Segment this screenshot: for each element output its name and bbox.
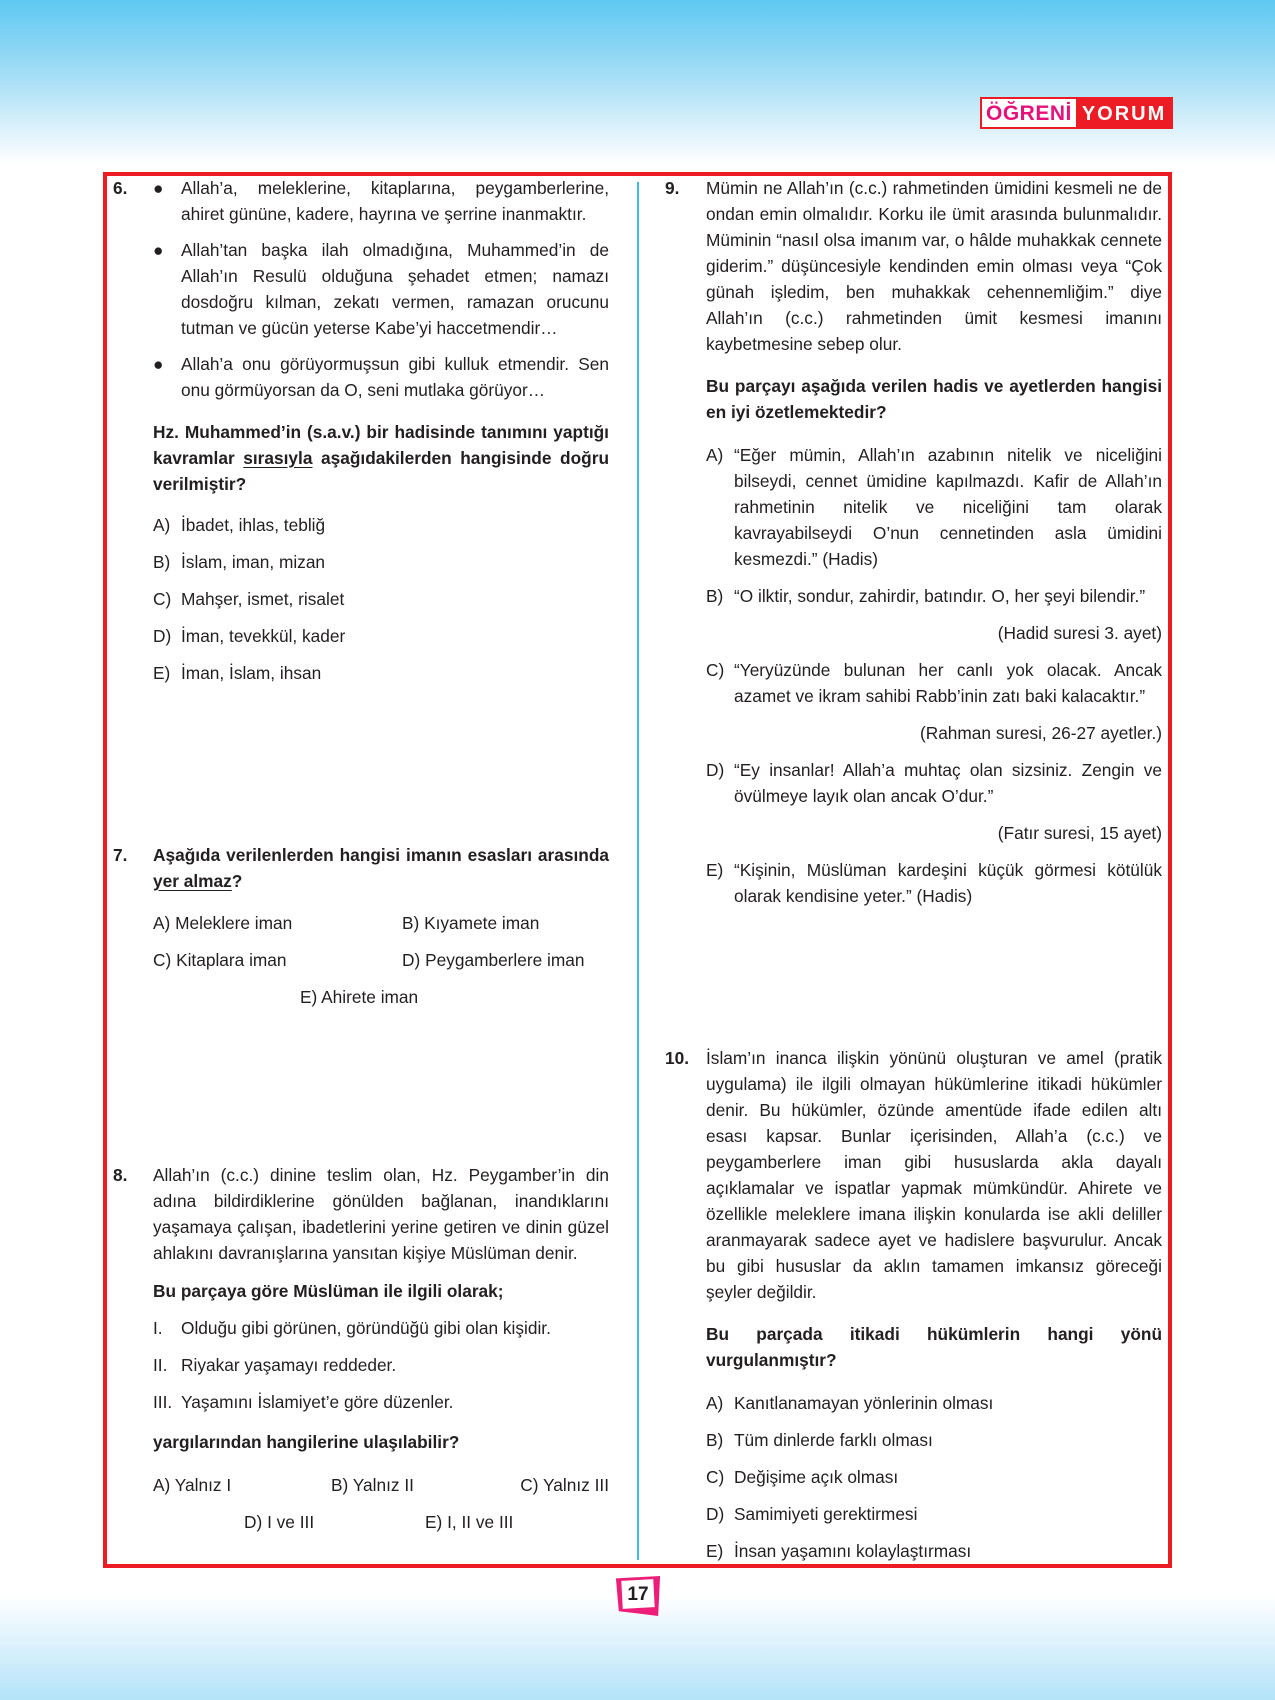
bullet-text: Allah’tan başka ilah olmadığına, Muhammed’in de Allah’ın Resulü olduğuna şehadet etmen; namazı dosdoğru kılman, zekatı vermen, ramazan orucunu tutman ve gücün yeterse Kabe’yi haccetmendir… (181, 240, 609, 338)
option-text: Yalnız II (352, 1475, 414, 1495)
option-text: Mahşer, ismet, risalet (181, 589, 345, 609)
option-a[interactable] (153, 512, 609, 538)
option-text: “Yeryüzünde bulunan her canlı yok olacak. Ancak azamet ve ikram sahibi Rabb’inin zatı baki kalacaktır.” (734, 660, 1162, 706)
option-text: I, II ve III (447, 1512, 514, 1532)
option-text: Tüm dinlerde farklı olması (734, 1430, 933, 1450)
statement-1 (153, 1315, 609, 1341)
question-10-passage: İslam’ın inanca ilişkin yönünü oluşturan ve amel (pratik uygulama) ile ilgili olmayan hükümlerine itikadi hükümler denir. Bu hükümler, özünde amentüde ifade edilen altı esası kapsar. Bunlar içerisinden, Allah’a (c.c.) ve peygamberlere iman gibi hususlarda akla dayalı açıklamalar ve ispatlar yapmak mümkündür. Ahirete ve özellikle meleklere imana ilişkin konularda ise akli deliller aranmayarak sadece ayet ve hadislere başvurulur. Ancak bu gibi hususlar da aklın tamamen imkansız göreceği şeyler değildir. (706, 1048, 1162, 1302)
question-7 (153, 842, 609, 1020)
bullet-item (153, 351, 609, 403)
option-text: İnsan yaşamını kolaylaştırması (734, 1541, 972, 1561)
option-label: D) (153, 626, 172, 646)
option-label: C) (706, 1467, 725, 1487)
option-label: A) (153, 913, 171, 933)
question-7-stem (153, 842, 609, 894)
option-text: I ve III (267, 1512, 315, 1532)
option-d[interactable] (706, 1501, 1162, 1527)
option-a[interactable] (153, 1472, 231, 1498)
question-10-number: 10. (665, 1048, 690, 1068)
option-label: C) (153, 950, 172, 970)
option-label: B) (153, 552, 171, 572)
option-d[interactable] (706, 757, 1162, 809)
option-label: A) (706, 445, 724, 465)
option-text: “Ey insanlar! Allah’a muhtaç olan sizsiniz. Zengin ve övülmeye layık olan ancak O’dur.” (734, 760, 1162, 806)
stem-text: Hz. Muhammed’in (s.a.v.) bir hadisinde tanımını yaptığı kavramlar (153, 422, 609, 468)
option-e[interactable] (153, 660, 609, 686)
option-b[interactable] (706, 583, 1162, 609)
question-10 (706, 1045, 1162, 1564)
option-label: B) (706, 586, 724, 606)
statement-text: Olduğu gibi görünen, göründüğü gibi olan kişidir. (181, 1318, 551, 1338)
publisher-logo (980, 97, 1173, 129)
option-text: Yalnız III (543, 1475, 609, 1495)
option-a[interactable] (706, 1390, 1162, 1416)
option-text: Kıyamete iman (424, 913, 540, 933)
option-d[interactable] (153, 623, 609, 649)
option-a[interactable] (706, 442, 1162, 572)
option-e[interactable] (300, 984, 418, 1010)
option-e[interactable] (706, 1538, 1162, 1564)
statement-text: Yaşamını İslamiyet’e göre düzenler. (181, 1392, 454, 1412)
statement-2 (153, 1352, 609, 1378)
question-9-stem: Bu parçayı aşağıda verilen hadis ve ayetlerden hangisi en iyi özetlemektedir? (706, 376, 1162, 422)
question-7-number: 7. (113, 845, 128, 865)
page-number-badge (614, 1576, 662, 1616)
option-c[interactable] (706, 1464, 1162, 1490)
option-text: Peygamberlere iman (425, 950, 585, 970)
option-c-source: (Rahman suresi, 26-27 ayetler.) (919, 723, 1162, 743)
option-text: İbadet, ihlas, tebliğ (181, 515, 326, 535)
option-text: İslam, iman, mizan (181, 552, 326, 572)
option-d[interactable] (244, 1509, 314, 1535)
option-label: A) (706, 1393, 724, 1413)
option-label: D) (244, 1512, 263, 1532)
question-8-stem: yargılarından hangilerine ulaşılabilir? (153, 1432, 460, 1452)
question-6-stem (153, 419, 609, 497)
question-8-number: 8. (113, 1165, 128, 1185)
option-label: D) (706, 1504, 725, 1524)
option-label: A) (153, 1475, 171, 1495)
option-b[interactable] (331, 1472, 414, 1498)
page-number: 17 (627, 1584, 649, 1605)
option-text: “Eğer mümin, Allah’ın azabının nitelik ve niceliğini bilseydi, cennet ümidine kapılmazdı. Kafir de Allah’ın rahmetinin nitelik ve niceliğini tam olarak kavrayabilseydi O’nun cennetinden asla ümidini kesmezdi.” (Hadis) (734, 445, 1162, 569)
option-label: C) (520, 1475, 539, 1495)
question-9-passage: Mümin ne Allah’ın (c.c.) rahmetinden ümidini kesmeli ne de ondan emin olmalıdır. Korku ile ümit arasında bulunmalıdır. Müminin “nasıl olsa imanım var, o hâlde muhakkak cennete giderim.” düşüncesiyle kendinden emin olması veya “Çok günah işledim, ben muhakkak cehennemliğim.” diye Allah’ın (c.c.) rahmetinden ümit kesmesi imanını kaybetmesine sebep olur. (706, 178, 1162, 354)
option-text: İman, tevekkül, kader (181, 626, 346, 646)
column-divider (637, 182, 639, 1560)
option-text: Yalnız I (174, 1475, 232, 1495)
option-text: Ahirete iman (321, 987, 419, 1007)
option-a[interactable] (153, 910, 292, 936)
option-c[interactable] (153, 586, 609, 612)
option-c[interactable] (153, 947, 287, 973)
bullet-item (153, 175, 609, 227)
option-b-source: (Hadid suresi 3. ayet) (997, 623, 1162, 643)
option-e[interactable] (425, 1509, 513, 1535)
option-text: Değişime açık olması (734, 1467, 899, 1487)
option-text: Meleklere iman (175, 913, 293, 933)
stem-emphasis: yer almaz (153, 871, 232, 891)
question-8-lead: Bu parçaya göre Müslüman ile ilgili olarak; (153, 1281, 504, 1301)
stem-text: ? (231, 871, 243, 891)
option-label: E) (153, 663, 171, 683)
bullet-text: Allah’a onu görüyormuşsun gibi kulluk etmendir. Sen onu görmüyorsan da O, seni mutlaka görüyor… (181, 354, 609, 400)
option-label: E) (300, 987, 318, 1007)
stem-text: aşağıdakilerden hangisinde doğru verilmiştir? (153, 448, 609, 494)
option-text: Samimiyeti gerektirmesi (734, 1504, 918, 1524)
stem-emphasis: sırasıyla (243, 448, 313, 468)
statement-label: II. (153, 1355, 168, 1375)
option-label: E) (706, 860, 724, 880)
option-label: B) (402, 913, 420, 933)
bullet-text: Allah’a, meleklerine, kitaplarına, peygamberlerine, ahiret gününe, kadere, hayrına ve şerrine inanmaktır. (181, 178, 609, 224)
option-label: D) (706, 760, 725, 780)
bullet-icon: ● (153, 240, 164, 260)
option-label: B) (331, 1475, 349, 1495)
option-c[interactable] (706, 657, 1162, 709)
logo-yorum: YORUM (1081, 103, 1167, 125)
statement-text: Riyakar yaşamayı reddeder. (181, 1355, 397, 1375)
logo-ogreni: ÖĞRENİ (982, 99, 1076, 127)
option-b[interactable] (706, 1427, 1162, 1453)
option-c[interactable] (520, 1472, 609, 1498)
option-text: İman, İslam, ihsan (181, 663, 322, 683)
option-label: E) (706, 1541, 724, 1561)
question-8 (153, 1162, 609, 1542)
option-text: “Kişinin, Müslüman kardeşini küçük görmesi kötülük olarak kendisine yeter.” (Hadis) (734, 860, 1162, 906)
option-label: C) (153, 589, 172, 609)
statement-label: I. (153, 1318, 163, 1338)
option-text: “O ilktir, sondur, zahirdir, batındır. O, her şeyi bilendir.” (734, 586, 1146, 606)
option-label: E) (425, 1512, 443, 1532)
question-8-passage: Allah’ın (c.c.) dinine teslim olan, Hz. Peygamber’in din adına bildirdiklerine gönülden bağlanan, inandıklarını yaşamaya çalışan, ibadetlerini yerine getiren ve dinin güzel ahlakını davranışlarına yansıtan kişiye Müslüman denir. (153, 1165, 609, 1263)
option-label: A) (153, 515, 171, 535)
statement-3 (153, 1389, 609, 1415)
question-6-number: 6. (113, 178, 128, 198)
option-text: Kanıtlanamayan yönlerinin olması (734, 1393, 994, 1413)
option-d[interactable] (402, 947, 585, 973)
option-label: C) (706, 660, 725, 680)
statement-label: III. (153, 1392, 173, 1412)
option-b[interactable] (402, 910, 539, 936)
bullet-item (153, 237, 609, 341)
stem-text: Aşağıda verilenlerden hangisi imanın esasları arasında (153, 845, 609, 865)
bullet-icon: ● (153, 178, 164, 198)
bullet-icon: ● (153, 354, 164, 374)
option-e[interactable] (706, 857, 1162, 909)
option-label: B) (706, 1430, 724, 1450)
option-b[interactable] (153, 549, 609, 575)
question-10-stem: Bu parçada itikadi hükümlerin hangi yönü vurgulanmıştır? (706, 1324, 1162, 1370)
option-text: Kitaplara iman (176, 950, 287, 970)
question-9-number: 9. (665, 178, 680, 198)
option-label: D) (402, 950, 421, 970)
option-d-source: (Fatır suresi, 15 ayet) (997, 823, 1162, 843)
question-9 (706, 175, 1162, 909)
question-6 (153, 175, 609, 686)
